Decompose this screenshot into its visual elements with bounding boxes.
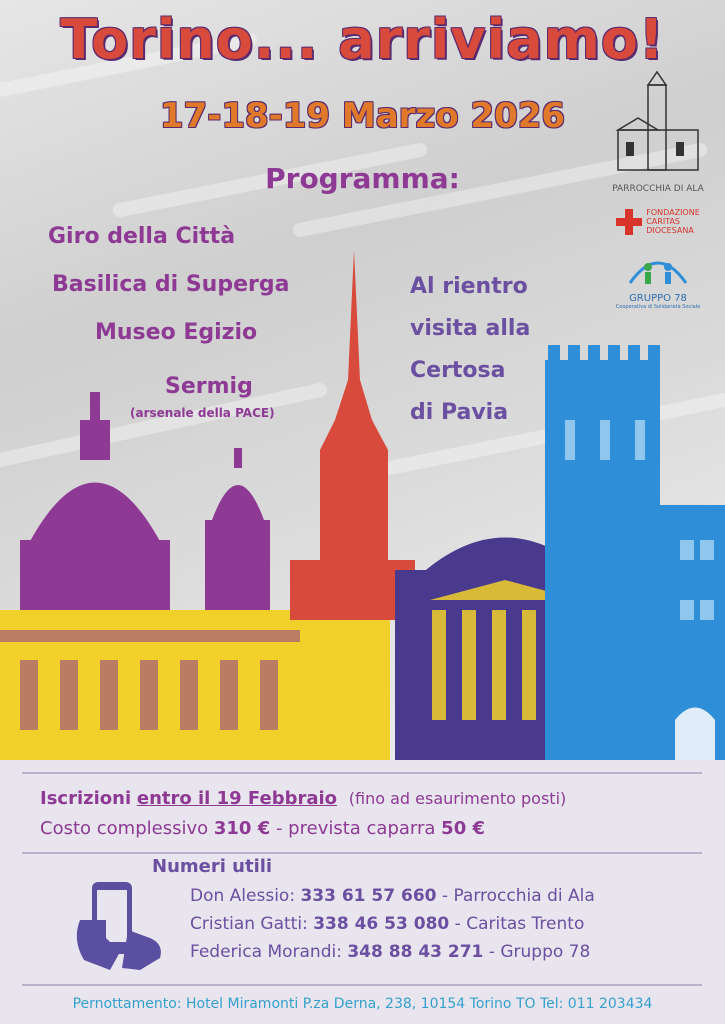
phone-hand-icon [70, 880, 170, 972]
church-icon [608, 70, 708, 180]
caritas-logo [603, 208, 713, 235]
program-item-superga: Basilica di Superga [52, 272, 290, 297]
return-line: Certosa [410, 358, 506, 383]
programma-heading: Programma: [265, 162, 460, 195]
cost-value: 310 € [213, 818, 271, 839]
contact-phone: 348 88 43 271 [347, 942, 484, 962]
info-panel [0, 760, 725, 1024]
divider-top [22, 772, 702, 774]
contact-row [190, 942, 590, 962]
contact-name: Federica Morandi: [190, 942, 342, 962]
gruppo78-logo-text: GRUPPO 78 [629, 293, 687, 304]
caritas-cross-icon [616, 209, 642, 235]
contact-org: - Parrocchia di Ala [441, 886, 595, 906]
caritas-text-2: CARITAS [646, 217, 681, 226]
caritas-text-3: DIOCESANA [646, 226, 694, 235]
return-visit-text [410, 266, 530, 434]
registration-note: (fino ad esaurimento posti) [348, 789, 567, 808]
program-item-giro: Giro della Città [48, 224, 236, 249]
registration-line [40, 788, 566, 809]
program-item-museo: Museo Egizio [95, 320, 258, 345]
deposit-value: 50 € [441, 818, 486, 839]
contact-name: Cristian Gatti: [190, 914, 308, 934]
contact-org: - Gruppo 78 [488, 942, 591, 962]
registration-deadline: entro il 19 Febbraio [136, 788, 338, 809]
deposit-label: - prevista caparra [275, 818, 436, 839]
contact-name: Don Alessio: [190, 886, 296, 906]
contact-row [190, 886, 595, 906]
event-dates: 17-18-19 Marzo 2026 [159, 96, 566, 136]
program-item-sermig: Sermig [165, 374, 253, 399]
cost-line [40, 818, 485, 839]
hotel-footer: Pernottamento: Hotel Miramonti P.za Derna, 238, 10154 Torino TO Tel: 011 203434 [72, 996, 653, 1012]
divider-bottom [22, 984, 702, 986]
return-line: di Pavia [410, 400, 509, 425]
poster-title: Torino... arriviamo! [60, 8, 665, 71]
return-line: visita alla [410, 316, 531, 341]
parish-logo-text: PARROCCHIA DI ALA [612, 184, 704, 194]
cost-label: Costo complessivo [40, 818, 209, 839]
mole-antonelliana [290, 250, 415, 620]
contacts-title: Numeri utili [152, 856, 273, 877]
gruppo78-subtitle: Cooperativa di Solidarietà Sociale [615, 304, 701, 310]
divider-middle [22, 852, 702, 854]
gruppo78-people-icon [626, 249, 690, 289]
sermig-note: (arsenale della PACE) [130, 406, 275, 420]
registration-label: Iscrizioni [40, 788, 132, 809]
return-line: Al rientro [410, 274, 528, 299]
contact-row [190, 914, 584, 934]
contact-org: - Caritas Trento [454, 914, 585, 934]
sponsor-logos [603, 70, 713, 310]
contact-phone: 338 46 53 080 [313, 914, 450, 934]
caritas-text-1: FONDAZIONE [646, 208, 700, 217]
contact-phone: 333 61 57 660 [300, 886, 437, 906]
